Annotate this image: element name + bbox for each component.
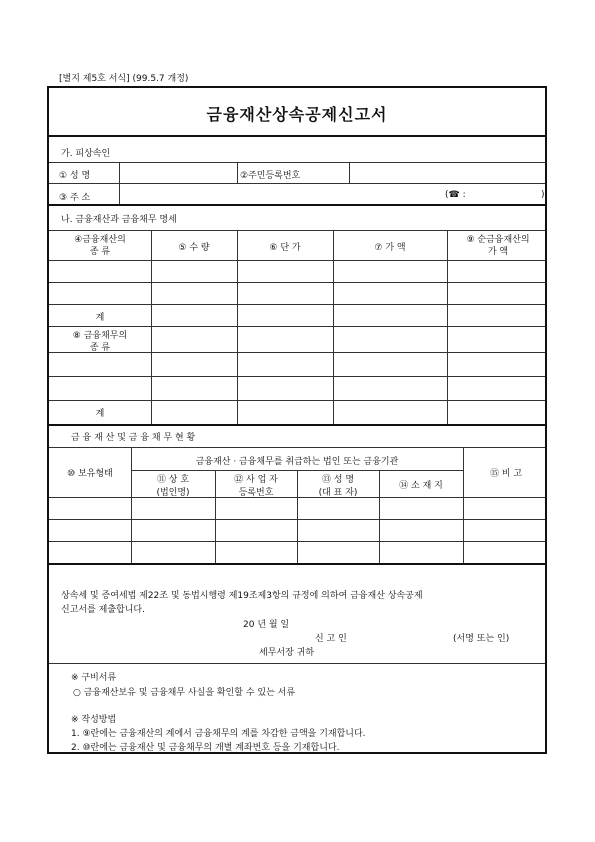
rep-label: ⑬ 성 명 <box>321 475 355 485</box>
divider <box>49 376 545 377</box>
instruction-item-1: 1. ⑨란에는 금융재산의 계에서 금융채무의 계를 차감한 금액을 기재합니다. <box>71 729 366 739</box>
phone-close: ) <box>541 190 545 200</box>
divider <box>49 663 545 664</box>
form-title: 금융재산상속공제신고서 <box>206 105 388 124</box>
signature-label: (서명 또는 인) <box>453 634 510 644</box>
divider <box>49 424 545 426</box>
biz-no-label: ⑫ 사 업 자 <box>234 475 278 485</box>
col-amount: ⑦ 가 액 <box>374 243 406 253</box>
col-net-amount: ⑨ 순금융재산의 가 액 <box>466 235 530 257</box>
trade-name-label: ⑪ 상 호 <box>156 475 190 485</box>
divider <box>49 304 545 305</box>
trade-name-sub: (법인명) <box>156 488 190 498</box>
section-b-heading: 나. 금융재산과 금융채무 명세 <box>61 215 177 225</box>
divider <box>49 352 545 353</box>
biz-no-sub: 등록번호 <box>238 488 274 498</box>
subtotal-label: 계 <box>95 313 105 323</box>
divider <box>49 183 545 184</box>
divider <box>49 260 545 261</box>
address-label: ③ 주 소 <box>59 193 91 203</box>
section-a-heading: 가. 피상속인 <box>61 149 111 159</box>
divider <box>49 519 545 520</box>
instructions-heading: ※ 작성방법 <box>71 715 117 725</box>
form-header-note: [별지 제5호 서식] (99.5.7 개정) <box>59 74 189 84</box>
form-frame <box>47 86 547 754</box>
col-unit-price: ⑥ 단 가 <box>269 243 301 253</box>
debt-type-label: ⑧ 금융채무의 종 류 <box>72 331 128 353</box>
col-quantity: ⑤ 수 량 <box>178 243 210 253</box>
declaration-line-1: 상속세 및 증여세법 제22조 및 동법시행령 제19조제3항의 규정에 의하여 금융재산 상속공제 <box>61 591 423 601</box>
declaration-date: 20 년 월 일 <box>243 620 290 630</box>
divider <box>49 400 545 401</box>
recipient-label: 세무서장 귀하 <box>259 648 315 658</box>
institution-label: 금융재산 · 금융채무를 취급하는 법인 또는 금융기관 <box>195 457 399 467</box>
divider <box>237 162 238 183</box>
section-c-heading: 금 융 재 산 및 금 융 채 무 현 황 <box>71 433 196 443</box>
location-label: ⑭ 소 재 지 <box>399 481 443 491</box>
col-asset-type: ④금융재산의 종 류 <box>74 235 126 257</box>
declarant-label: 신 고 인 <box>315 634 347 644</box>
declaration-line-2: 신고서를 제출합니다. <box>61 605 145 615</box>
remarks-label: ⑮ 비 고 <box>489 469 523 479</box>
divider <box>49 204 545 206</box>
rrn-label: ②주민등록번호 <box>240 171 301 181</box>
divider <box>49 230 545 231</box>
holding-type-label: ⑩ 보유형태 <box>67 469 113 479</box>
phone-label: (☎ : <box>445 190 466 200</box>
divider <box>49 282 545 283</box>
divider <box>49 162 545 163</box>
divider <box>49 541 545 542</box>
total-label: 계 <box>95 409 105 419</box>
instruction-item-2: 2. ⑩란에는 금융재산 및 금융채무의 개별 계좌번호 등을 기재합니다. <box>71 743 340 753</box>
name-label: ① 성 명 <box>59 171 91 181</box>
divider <box>49 497 545 498</box>
divider <box>49 563 545 565</box>
divider <box>463 447 464 563</box>
rep-sub: (대 표 자) <box>318 488 358 498</box>
divider <box>131 470 463 471</box>
attachments-heading: ※ 구비서류 <box>71 673 117 683</box>
divider <box>49 447 545 448</box>
divider <box>49 135 545 137</box>
divider <box>349 162 350 183</box>
attachments-item: ○ 금융재산보유 및 금융채무 사실을 확인할 수 있는 서류 <box>73 688 296 698</box>
divider <box>49 326 545 327</box>
